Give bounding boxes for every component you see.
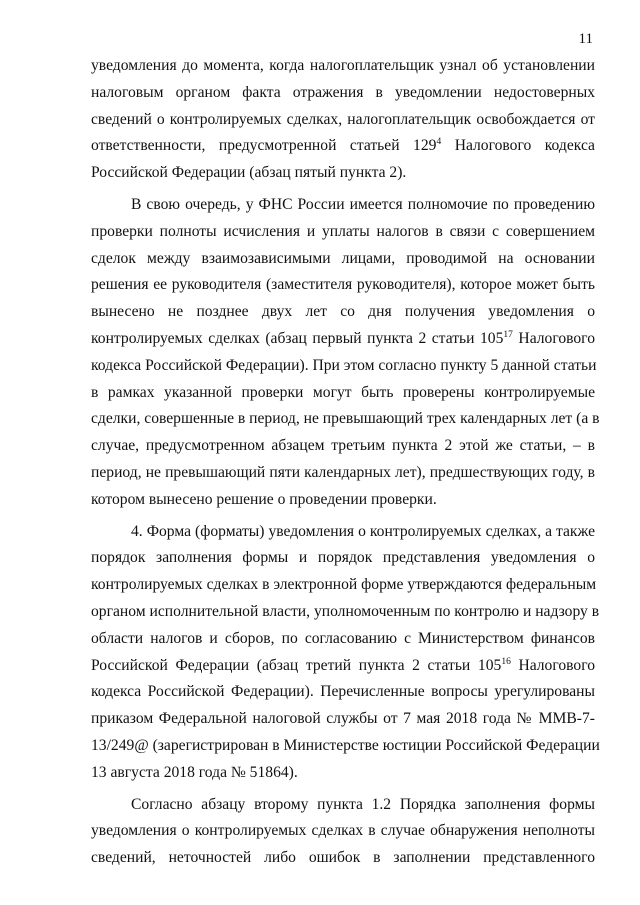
paragraph-3	[91, 519, 600, 787]
paragraph-2	[91, 192, 600, 514]
text-line: сделок между взаимозависимыми лицами, проводимой на основании	[91, 249, 595, 267]
text-line: сделки, совершенные в период, не превышающий трех календарных лет (а в	[91, 410, 600, 428]
text-fragment: Налогового	[512, 329, 595, 347]
text-line	[91, 653, 595, 680]
text-line	[91, 326, 595, 353]
text-fragment: Налогового	[510, 656, 596, 674]
superscript: 16	[501, 656, 511, 667]
text-line: сведений о контролируемых сделках, налогоплательщик освобождается от	[91, 110, 595, 128]
paragraph-4	[91, 792, 595, 872]
text-line: уведомления до момента, когда налогоплательщик узнал об установлении	[91, 57, 595, 74]
text-line: решения ее руководителя (заместителя руководителя), которое может быть	[91, 276, 595, 294]
text-line: Российской Федерации (абзац пятый пункта 2).	[91, 164, 407, 182]
text-line: проверки полноты исчисления и уплаты налогов в связи с совершением	[91, 222, 595, 240]
text-line: 4. Форма (форматы) уведомления о контролируемых сделках, а также	[131, 522, 595, 540]
text-line: вынесено не позднее двух лет со дня получения уведомления о	[91, 303, 595, 321]
text-fragment: Налогового кодекса	[441, 137, 595, 155]
text-line: налоговым органом факта отражения в уведомлении недостоверных	[91, 83, 595, 101]
page-number: 11	[578, 31, 593, 47]
text-fragment: контролируемых сделках (абзац первый пункта 2 статьи 105	[91, 329, 504, 347]
text-line: приказом Федеральной налоговой службы от 7 мая 2018 года № ММВ-7-	[91, 710, 595, 728]
text-line: кодекса Российской Федерации). При этом согласно пункту 5 данной статьи	[91, 356, 597, 374]
text-line: уведомления о контролируемых сделках в случае обнаружения неполноты	[91, 822, 595, 840]
text-fragment: ответственности, предусмотренной статьей 129	[91, 137, 437, 155]
text-line: В свою очередь, у ФНС России имеется полномочие по проведению	[131, 195, 595, 213]
text-line: органом исполнительной власти, уполномоченным по контролю и надзору в	[91, 602, 600, 620]
text-line: случае, предусмотренном абзацем третьим пункта 2 этой же статьи, – в	[91, 437, 595, 455]
text-line: контролируемых сделках в электронной форме утверждаются федеральным	[91, 576, 597, 594]
text-line: период, не превышающий пяти календарных лет), предшествующих году, в	[91, 463, 595, 481]
superscript: 17	[503, 329, 513, 340]
superscript: 4	[436, 137, 442, 148]
text-line: Согласно абзацу второму пункта 1.2 Порядка заполнения формы	[131, 795, 595, 813]
body-text	[91, 53, 600, 872]
paragraph-1	[91, 53, 595, 187]
text-line: котором вынесено решение о проведении проверки.	[91, 490, 437, 508]
text-line: в рамках указанной проверки могут быть проверены контролируемые	[91, 383, 595, 401]
text-line: сведений, неточностей либо ошибок в заполнении представленного	[91, 849, 595, 867]
text-line	[91, 133, 595, 160]
text-line: 13/249@ (зарегистрирован в Министерстве юстиции Российской Федерации	[91, 736, 600, 754]
text-line: 13 августа 2018 года № 51864).	[91, 763, 298, 781]
text-fragment: Российской Федерации (абзац третий пункта 2 статьи 105	[91, 656, 502, 674]
text-line: порядок заполнения формы и порядок представления уведомления о	[91, 549, 595, 567]
text-line: области налогов и сборов, по согласованию с Министерством финансов	[91, 629, 595, 647]
text-line: кодекса Российской Федерации). Перечисленные вопросы урегулированы	[91, 683, 595, 701]
